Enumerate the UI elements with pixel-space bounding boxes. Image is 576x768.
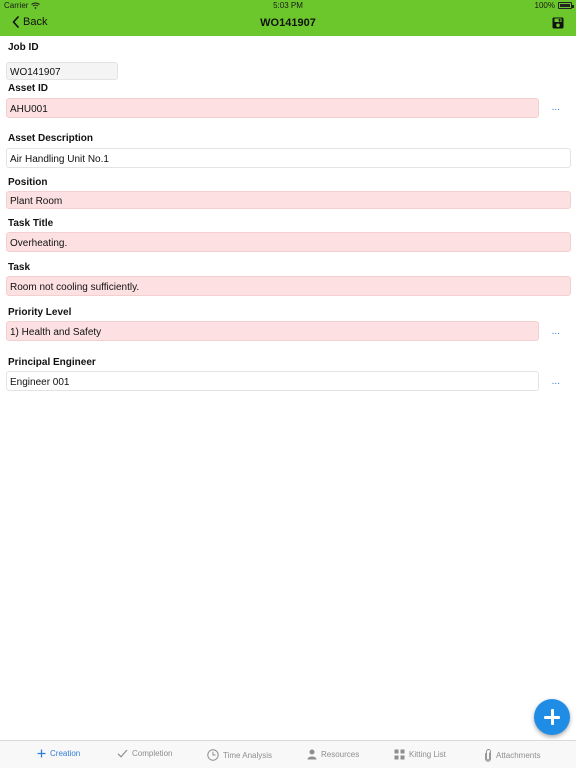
tab-attachments-label: Attachments	[496, 751, 541, 760]
task-title-input[interactable]: Overheating.	[6, 232, 571, 252]
asset-id-label: Asset ID	[8, 83, 49, 94]
paperclip-icon	[484, 749, 492, 762]
position-input[interactable]: Plant Room	[6, 191, 571, 209]
task-title-label: Task Title	[8, 218, 54, 229]
tab-completion[interactable]	[117, 749, 172, 758]
tab-kitting-list[interactable]	[394, 749, 446, 760]
priority-level-label: Priority Level	[8, 307, 72, 318]
tab-time-analysis[interactable]	[207, 749, 272, 761]
task-input[interactable]: Room not cooling sufficiently.	[6, 276, 571, 296]
battery-label: 100%	[534, 1, 555, 10]
tab-resources[interactable]	[307, 749, 359, 760]
status-bar	[0, 0, 576, 12]
person-icon	[307, 749, 317, 760]
add-button[interactable]	[534, 699, 570, 735]
tab-completion-label: Completion	[132, 749, 173, 758]
plus-icon	[37, 749, 46, 758]
job-id-label: Job ID	[8, 42, 39, 53]
tab-attachments[interactable]	[484, 749, 540, 762]
carrier-label: Carrier	[4, 1, 29, 10]
priority-level-input[interactable]: 1) Health and Safety	[6, 321, 539, 341]
clock-icon	[207, 749, 219, 761]
priority-level-lookup-button[interactable]: ...	[551, 326, 560, 337]
navigation-bar	[0, 12, 576, 36]
principal-engineer-label: Principal Engineer	[8, 357, 96, 368]
tab-time-analysis-label: Time Analysis	[223, 750, 273, 760]
checkmark-icon	[117, 749, 128, 758]
tab-resources-label: Resources	[321, 750, 360, 759]
tab-creation[interactable]	[37, 749, 80, 758]
asset-description-label: Asset Description	[8, 133, 94, 144]
asset-id-lookup-button[interactable]: ...	[551, 102, 560, 113]
principal-engineer-input[interactable]: Engineer 001	[6, 371, 539, 391]
task-label: Task	[8, 262, 31, 273]
asset-description-input[interactable]: Air Handling Unit No.1	[6, 148, 571, 168]
grid-icon	[394, 749, 405, 760]
tab-creation-label: Creation	[50, 749, 81, 758]
principal-engineer-lookup-button[interactable]: ...	[551, 376, 560, 387]
battery-indicator	[535, 1, 572, 10]
save-icon[interactable]	[552, 17, 564, 29]
battery-icon	[558, 2, 572, 9]
status-time: 5:03 PM	[273, 1, 303, 10]
job-id-input[interactable]: WO141907	[6, 62, 118, 80]
tab-kitting-list-label: Kitting List	[409, 750, 446, 759]
position-label: Position	[8, 177, 48, 188]
back-label: Back	[23, 16, 48, 28]
tab-bar	[0, 740, 576, 768]
asset-id-input[interactable]: AHU001	[6, 98, 539, 118]
page-title: WO141907	[260, 17, 316, 29]
